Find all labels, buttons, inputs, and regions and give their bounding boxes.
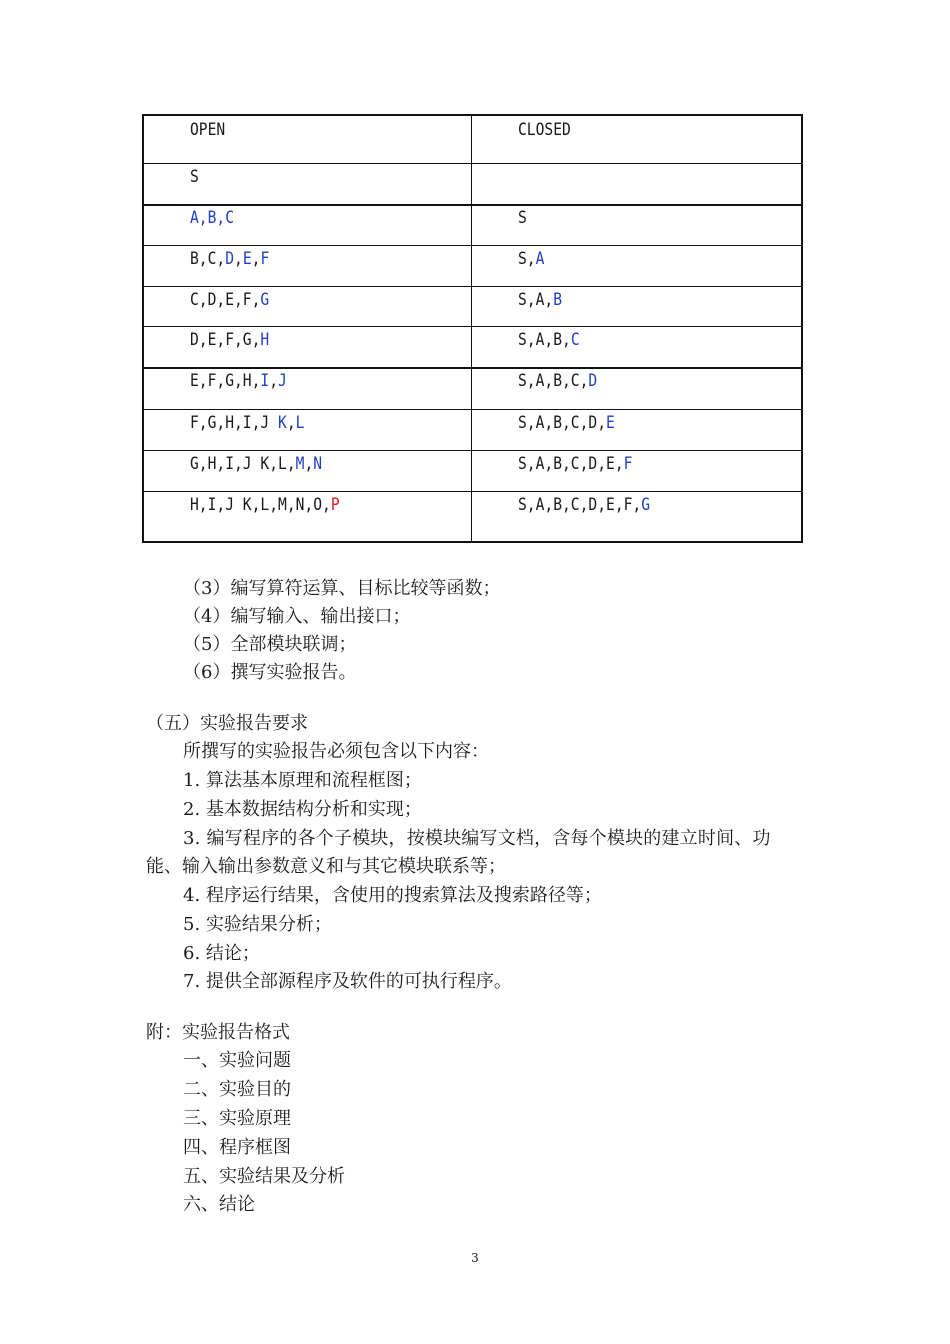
node-token: S xyxy=(190,167,199,187)
node-token: G,H,I,J K,L, xyxy=(190,454,296,474)
node-token: L xyxy=(295,413,305,433)
node-token: E,F,G,H, xyxy=(190,371,261,391)
open-list-cell xyxy=(190,167,199,187)
report-item: 1. 算法基本原理和流程框图； xyxy=(183,770,422,791)
table-row-divider xyxy=(144,491,801,492)
node-token: I xyxy=(260,371,270,391)
node-token: G xyxy=(260,290,270,310)
node-token: K xyxy=(278,413,287,433)
open-list-cell xyxy=(190,290,269,310)
node-token: S,A,B,C,D,E,F, xyxy=(518,495,642,515)
report-item: 4. 程序运行结果，含使用的搜索算法及搜索路径等； xyxy=(183,885,602,906)
report-item: 2. 基本数据结构分析和实现； xyxy=(183,799,422,820)
report-item-continued: 能、输入输出参数意义和与其它模块联系等； xyxy=(146,856,506,877)
appendix-item: 六、结论 xyxy=(183,1194,255,1215)
node-token: E xyxy=(606,413,615,433)
node-token: D,E,F,G, xyxy=(190,330,261,350)
node-token: F xyxy=(623,454,633,474)
appendix-item: 四、程序框图 xyxy=(183,1137,291,1158)
open-list-cell xyxy=(190,454,322,474)
node-token: B xyxy=(553,290,563,310)
open-list-cell xyxy=(190,413,304,433)
node-token: , xyxy=(269,371,279,391)
step-line: （3）编写算符运算、目标比较等函数； xyxy=(183,578,501,599)
open-list-cell xyxy=(190,371,287,391)
table-row-divider xyxy=(144,326,801,327)
node-token: S xyxy=(518,208,527,228)
node-token: M xyxy=(295,454,305,474)
node-token: E xyxy=(242,249,252,269)
table-row-divider xyxy=(144,286,801,287)
report-item: 5. 实验结果分析； xyxy=(183,914,332,935)
closed-list-cell xyxy=(518,413,615,433)
node-token: S,A, xyxy=(518,290,554,310)
node-token: S,A,B,C,D, xyxy=(518,413,607,433)
page-number: 3 xyxy=(471,1251,479,1265)
step-line: （6）撰写实验报告。 xyxy=(183,662,357,683)
closed-list-cell xyxy=(518,371,597,391)
appendix-item: 三、实验原理 xyxy=(183,1108,291,1129)
closed-list-cell xyxy=(518,249,544,269)
appendix-item: 五、实验结果及分析 xyxy=(183,1166,345,1187)
closed-list-cell xyxy=(518,454,632,474)
node-token: B,C, xyxy=(190,249,226,269)
search-trace-table xyxy=(142,114,803,543)
node-token: A,B,C xyxy=(190,208,235,228)
table-row-divider xyxy=(144,204,801,206)
node-token: F,G,H,I,J xyxy=(190,413,279,433)
node-token: H xyxy=(260,330,270,350)
closed-list-cell xyxy=(518,330,580,350)
table-row-divider xyxy=(144,409,801,410)
report-intro: 所撰写的实验报告必须包含以下内容： xyxy=(183,741,489,762)
node-token: H,I,J K,L,M,N,O, xyxy=(190,495,331,515)
node-token: S,A,B, xyxy=(518,330,571,350)
node-token: A xyxy=(535,249,545,269)
open-list-cell xyxy=(190,495,340,515)
step-line: （4）编写输入、输出接口； xyxy=(183,606,411,627)
open-list-cell xyxy=(190,330,269,350)
table-column-divider xyxy=(471,116,472,541)
closed-list-cell xyxy=(518,208,527,228)
table-row-divider xyxy=(144,245,801,246)
closed-list-cell xyxy=(518,290,562,310)
node-token: , xyxy=(234,249,243,269)
table-row-divider xyxy=(144,163,801,164)
node-token: N xyxy=(313,454,323,474)
table-row-divider xyxy=(144,367,801,369)
node-token: , xyxy=(304,454,314,474)
report-item: 3. 编写程序的各个子模块，按模块编写文档，含每个模块的建立时间、功 xyxy=(183,828,771,849)
closed-list-cell xyxy=(518,495,650,515)
open-list-cell xyxy=(190,249,269,269)
section-heading: （五）实验报告要求 xyxy=(146,713,308,734)
open-column-header: OPEN xyxy=(190,120,226,140)
report-item: 7. 提供全部源程序及软件的可执行程序。 xyxy=(183,971,512,992)
node-token: G xyxy=(641,495,651,515)
table-row-divider xyxy=(144,450,801,451)
appendix-item: 二、实验目的 xyxy=(183,1079,291,1100)
node-token: J xyxy=(278,371,287,391)
appendix-heading: 附：实验报告格式 xyxy=(146,1022,290,1043)
node-token: F xyxy=(260,249,270,269)
node-token: D xyxy=(225,249,235,269)
node-token: C xyxy=(570,330,580,350)
node-token: , xyxy=(286,413,296,433)
step-line: （5）全部模块联调； xyxy=(183,634,357,655)
node-token: P xyxy=(330,495,340,515)
node-token: S,A,B,C, xyxy=(518,371,589,391)
node-token: S, xyxy=(518,249,536,269)
node-token: , xyxy=(251,249,261,269)
node-token: C,D,E,F, xyxy=(190,290,261,310)
node-token: S,A,B,C,D,E, xyxy=(518,454,624,474)
appendix-item: 一、实验问题 xyxy=(183,1050,291,1071)
closed-column-header: CLOSED xyxy=(518,120,571,140)
report-item: 6. 结论； xyxy=(183,943,260,964)
open-list-cell xyxy=(190,208,234,228)
node-token: D xyxy=(588,371,598,391)
